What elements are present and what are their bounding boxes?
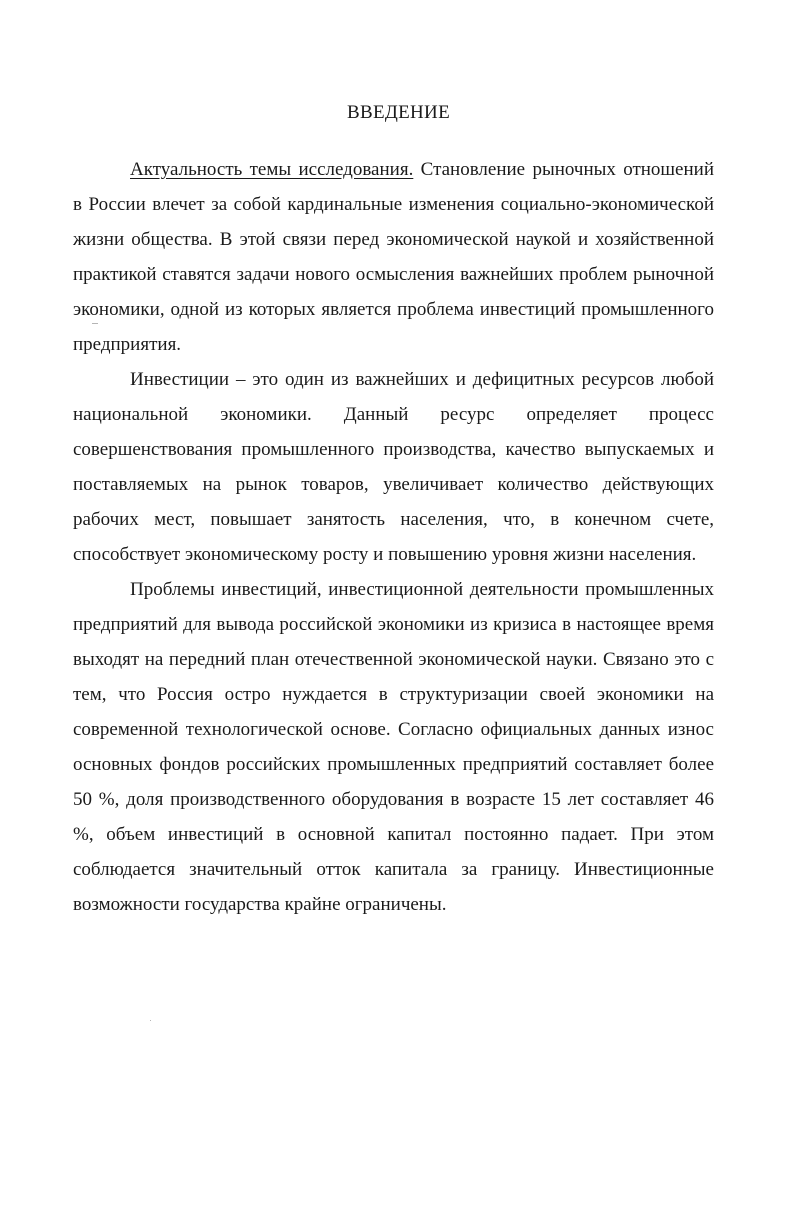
paragraph-lead: Актуальность темы исследования. [130,159,414,180]
document-body [73,152,714,922]
paragraph-text: Становление рыночных отношений в России влечет за собой кардинальные изменения социально-экономической жизни общества. В этой связи перед экономической наукой и хозяйственной практикой ставятся задачи нового осмысления важнейших проблем рыночной экономики, одной из которых является проблема инвестиций промышленного предприятия. [73,159,714,355]
scan-artifact [150,1020,151,1021]
page-title: ВВЕДЕНИЕ [347,102,450,123]
scan-artifact [92,323,98,324]
paragraph-text: Проблемы инвестиций, инвестиционной деятельности промышленных предприятий для вывода российской экономики из кризиса в настоящее время выходят на передний план отечественной экономической науки. Связано это с тем, что Россия остро нуждается в структуризации своей экономики на современной технологической основе. Согласно официальных данных износ основных фондов российских промышленных предприятий составляет более 50 %, доля производственного оборудования в возрасте 15 лет составляет 46 %, объем инвестиций в основной капитал постоянно падает. При этом соблюдается значительный отток капитала за границу. Инвестиционные возможности государства крайне ограничены. [73,579,714,915]
paragraph-relevance [73,152,714,362]
paragraph-text: Инвестиции – это один из важнейших и дефицитных ресурсов любой национальной экономики. Данный ресурс определяет процесс совершенствования промышленного производства, качество выпускаемых и поставляемых на рынок товаров, увеличивает количество действующих рабочих мест, повышает занятость населения, что, в конечном счете, способствует экономическому росту и повышению уровня жизни населения. [73,369,714,565]
paragraph-investments [73,362,714,572]
paragraph-problems [73,572,714,922]
